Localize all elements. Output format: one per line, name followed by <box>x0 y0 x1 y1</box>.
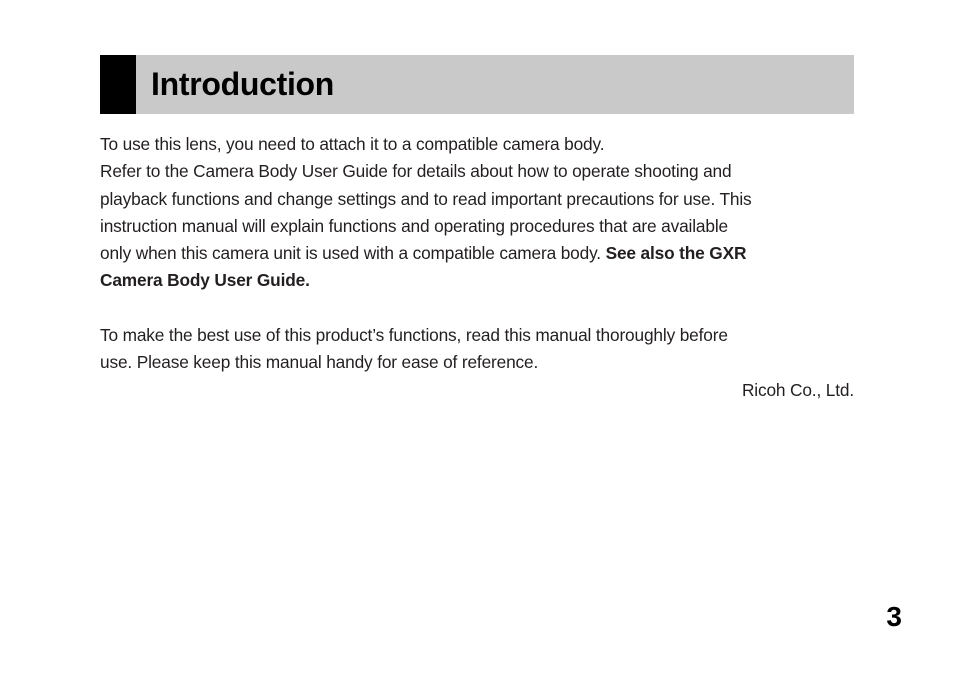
guide-paragraph <box>100 158 860 294</box>
paragraph-spacer <box>100 295 860 322</box>
guide-line-2: playback functions and change settings and to read important precautions for use. This <box>100 188 752 209</box>
usage-line-1: To make the best use of this product’s functions, read this manual thoroughly before <box>100 325 728 346</box>
body-text <box>100 131 860 404</box>
page-number: 3 <box>886 601 902 632</box>
signature: Ricoh Co., Ltd. <box>741 379 854 400</box>
guide-line-4: only when this camera unit is used with a compatible camera body. <box>100 243 606 264</box>
guide-line-1: Refer to the Camera Body User Guide for details about how to operate shooting and <box>100 161 732 182</box>
section-header <box>100 55 854 114</box>
guide-line-3: instruction manual will explain functions and operating procedures that are available <box>100 215 728 236</box>
usage-paragraph <box>100 322 860 377</box>
header-marker-block <box>100 55 136 114</box>
usage-line-2: use. Please keep this manual handy for ease of reference. <box>100 352 539 373</box>
intro-line: To use this lens, you need to attach it to a compatible camera body. <box>100 134 605 154</box>
see-also-bold-a: See also the GXR <box>605 243 747 264</box>
see-also-bold-b: Camera Body User Guide. <box>100 270 310 291</box>
page-title: Introduction <box>151 66 335 102</box>
